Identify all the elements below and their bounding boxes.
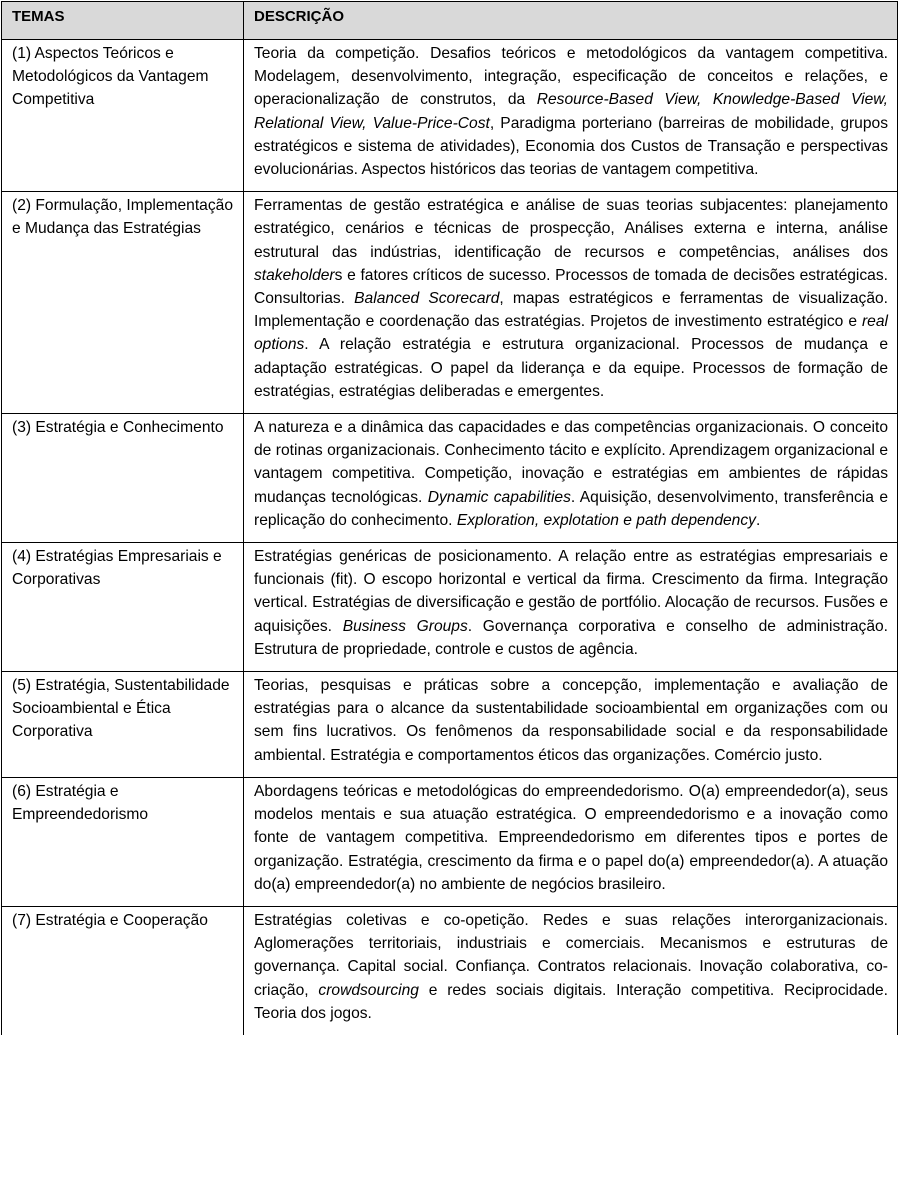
- descricao-italic-term: stakeholder: [254, 266, 335, 284]
- descricao-text: s e fatores críticos de sucesso. Processos de tomada de decisões estratégicas. Consultorias.: [254, 266, 888, 308]
- descricao-italic-term: Dynamic capabilities: [427, 488, 571, 506]
- descricao-cell: [244, 543, 898, 672]
- descricao-cell: [244, 192, 898, 414]
- descricao-text: .: [755, 511, 761, 529]
- descricao-cell: [244, 40, 898, 192]
- tema-cell: (6) Estratégia e Empreendedorismo: [2, 777, 244, 906]
- descricao-cell: [244, 414, 898, 543]
- tema-cell: (4) Estratégias Empresariais e Corporativas: [2, 543, 244, 672]
- descricao-text: . A relação estratégia e estrutura organizacional. Processos de mudança e adaptação estratégicas. O papel da liderança e da equipe. Processos de formação de estratégias, estratégias deliberadas e emergentes.: [254, 336, 888, 400]
- descricao-text: Teoria da competição. Desafios teóricos e metodológicos da vantagem competitiva. Modelagem, desenvolvimento, integração, especificação de conceitos e relações, e operacionalização de construtos, da: [254, 45, 888, 109]
- themes-table: [1, 1, 898, 1035]
- descricao-cell: [244, 777, 898, 906]
- descricao-italic-term: real options: [254, 313, 888, 354]
- table-row: [2, 192, 898, 414]
- descricao-italic-term: Exploration, explotation e path dependency: [456, 511, 756, 529]
- header-temas: TEMAS: [2, 2, 244, 40]
- descricao-text: e redes sociais digitais. Interação competitiva. Reciprocidade. Teoria dos jogos.: [254, 981, 888, 1022]
- descricao-italic-term: Balanced Scorecard: [354, 290, 500, 308]
- table-header-row: [2, 2, 898, 40]
- descricao-text: . Aquisição, desenvolvimento, transferência e replicação do conhecimento.: [254, 488, 888, 529]
- tema-cell: (1) Aspectos Teóricos e Metodológicos da Vantagem Competitiva: [2, 40, 244, 192]
- header-descricao: DESCRIÇÃO: [244, 2, 898, 40]
- descricao-cell: [244, 906, 898, 1035]
- tema-cell: (7) Estratégia e Cooperação: [2, 906, 244, 1035]
- table-row: [2, 414, 898, 543]
- descricao-text: , mapas estratégicos e ferramentas de visualização. Implementação e coordenação das estratégias. Projetos de investimento estratégico e: [254, 290, 888, 331]
- descricao-text: Estratégias genéricas de posicionamento. A relação entre as estratégias empresariais e funcionais (fit). O escopo horizontal e vertical da firma. Crescimento da firma. Integração vertical. Estratégias de diversificação e gestão de portfólio. Alocação de recursos. Fusões e aquisições.: [254, 548, 888, 635]
- descricao-cell: [244, 672, 898, 778]
- descricao-text: Abordagens teóricas e metodológicas do empreendedorismo. O(a) empreendedor(a), seus modelos mentais e sua atuação estratégica. O empreendedorismo e a inovação como fonte de vantagem competitiva. Empreendedorismo em diferentes tipos e portes de organização. Estratégia, crescimento da firma e o papel do(a) empreendedor(a). A atuação do(a) empreendedor(a) no ambiente de negócios brasileiro.: [254, 782, 888, 893]
- descricao-text: , Paradigma porteriano (barreiras de mobilidade, grupos estratégicos e sistema de atividades), Economia dos Custos de Transação e perspectivas evolucionárias. Aspectos históricos das teorias de vantagem competitiva.: [254, 114, 888, 179]
- tema-cell: (2) Formulação, Implementação e Mudança das Estratégias: [2, 192, 244, 414]
- descricao-italic-term: crowdsourcing: [318, 981, 419, 999]
- descricao-italic-term: Resource-Based View, Knowledge-Based View, Relational View, Value-Price-Cost: [254, 91, 888, 132]
- table-row: [2, 543, 898, 672]
- descricao-text: Teorias, pesquisas e práticas sobre a concepção, implementação e avaliação de estratégias para o alcance da sustentabilidade socioambiental em organizações com ou sem fins lucrativos. Os fenômenos da responsabilidade social e da responsabilidade ambiental. Estratégia e comportamentos éticos das organizações. Comércio justo.: [254, 677, 888, 764]
- descricao-text: Ferramentas de gestão estratégica e análise de suas teorias subjacentes: planejamento estratégico, cenários e técnicas de prospecção, Análises externa e interna, análise estrutural das indústrias, identificação de recursos e competências, análises dos: [254, 197, 888, 261]
- descricao-text: A natureza e a dinâmica das capacidades e das competências organizacionais. O conceito de rotinas organizacionais. Conhecimento tácito e explícito. Aprendizagem organizacional e vantagem competitiva. Competição, inovação e estratégias em ambientes de rápidas mudanças tecnológicas.: [254, 419, 888, 506]
- table-row: [2, 40, 898, 192]
- descricao-italic-term: Business Groups: [342, 617, 468, 635]
- descricao-text: Estratégias coletivas e co-opetição. Redes e suas relações interorganizacionais. Aglomerações territoriais, industriais e comerciais. Mecanismos e estruturas de governança. Capital social. Confiança. Contratos relacionais. Inovação colaborativa, co-criação,: [254, 911, 888, 999]
- descricao-text: . Governança corporativa e conselho de administração. Estrutura de propriedade, controle e custos de agência.: [254, 617, 888, 658]
- tema-cell: (3) Estratégia e Conhecimento: [2, 414, 244, 543]
- table-row: [2, 906, 898, 1035]
- table-row: [2, 777, 898, 906]
- tema-cell: (5) Estratégia, Sustentabilidade Socioambiental e Ética Corporativa: [2, 672, 244, 778]
- table-row: [2, 672, 898, 778]
